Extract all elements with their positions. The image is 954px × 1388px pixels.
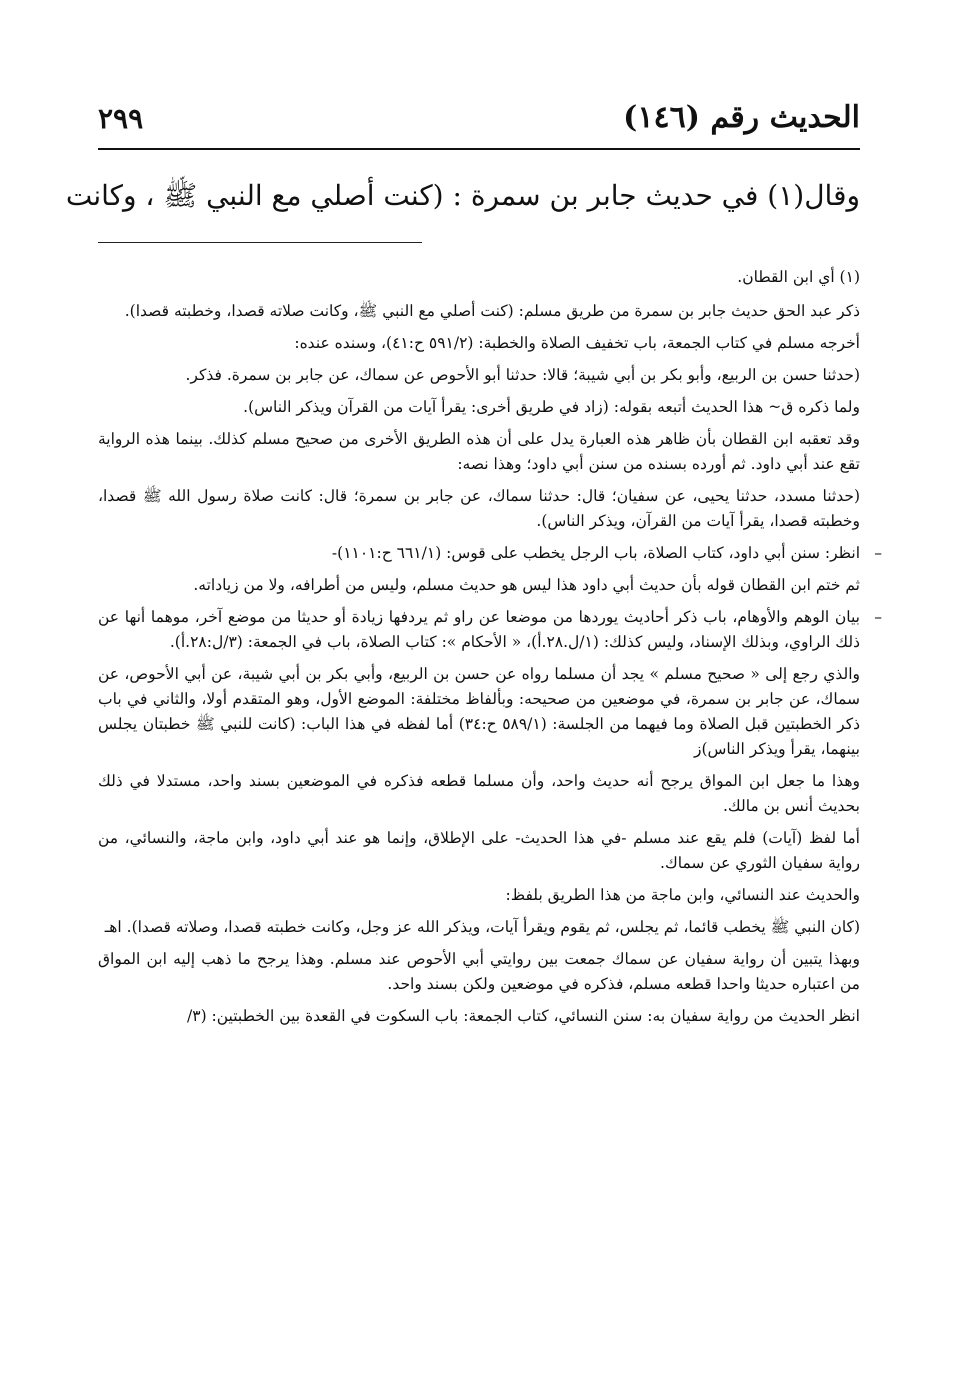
page-header: [98, 96, 860, 144]
footnote-paragraph: ذكر عبد الحق حديث جابر بن سمرة من طريق مسلم: (كنت أصلي مع النبي ﷺ، وكانت صلاته قصدا، وخطبته قصدا).: [124, 302, 860, 320]
footnote-paragraph: انظر الحديث من رواية سفيان به: سنن النسائي، كتاب الجمعة: باب السكوت في القعدة بين الخطبتين: (٣/: [187, 1007, 860, 1025]
page-title: الحديث رقم (١٤٦): [623, 100, 860, 135]
footnote-paragraph: (حدثنا مسدد، حدثنا يحيى، عن سفيان؛ قال: حدثنا سماك، عن جابر بن سمرة؛ قال: كانت صلاة رسول الله ﷺ قصدا، وخطبته قصدا، يقرأ آيات من القرآن، ويذكر الناس).: [98, 487, 860, 530]
footnote-paragraph: ولما ذكره ق~ هذا الحديث أتبعه بقوله: (زاد في طريق أخرى: يقرأ آيات من القرآن ويذكر الناس).: [243, 398, 860, 416]
footnote-paragraph: ثم ختم ابن القطان قوله بأن حديث أبي داود هذا ليس هو حديث مسلم، وليس من أطرافه، ولا من زياداته.: [193, 576, 860, 594]
footnote-paragraph: أخرجه مسلم في كتاب الجمعة، باب تخفيف الصلاة والخطبة: (٥٩١/٢ ح:٤١)، وسنده عنده:: [294, 334, 860, 352]
footnote-paragraph: وقد تعقبه ابن القطان بأن ظاهر هذه العبارة يدل على أن هذه الطريق الأخرى من صحيح مسلم كذلك. بينما هذه الرواية تقع عند أبي داود. ثم أورده بسنده من سنن أبي داود؛ وهذا نصه:: [98, 430, 860, 473]
header-divider: [98, 148, 860, 150]
footnote-paragraph: (حدثنا حسن بن الربيع، وأبو بكر بن أبي شيبة؛ قالا: حدثنا أبو الأحوص عن سماك، عن جابر بن سمرة. فذكر.: [185, 366, 860, 384]
footnote-paragraph: أما لفظ (آيات) فلم يقع عند مسلم -في هذا الحديث- على الإطلاق، وإنما هو عند أبي داود، وابن ماجة، والنسائي، من رواية سفيان الثوري عن سماك.: [98, 829, 860, 872]
page-number: ٢٩٩: [98, 102, 144, 135]
footnote-paragraph: والحديث عند النسائي، وابن ماجة من هذا الطريق بلفظ:: [505, 886, 860, 904]
footnotes: [98, 265, 860, 1029]
footnote-paragraph: وهذا ما جعل ابن المواق يرجح أنه حديث واحد، وأن مسلما قطعه فذكره في الموضعين بسند واحد، مستدلا في ذلك بحديث أنس بن مالك.: [98, 772, 860, 815]
footnote-paragraph: (كان النبي ﷺ يخطب قائما، ثم يجلس، ثم يقوم ويقرأ آيات، ويذكر الله عز وجل، وكانت خطبته قصدا، وصلاته قصدا). اهـ: [104, 918, 860, 936]
footnote-paragraph: وبهذا يتبين أن رواية سفيان عن سماك جمعت بين روايتي أبي الأحوص عند مسلم. وهذا يرجح ما ذهب إليه ابن المواق من اعتباره حديثا واحدا قطعه مسلم، فذكره في موضعين ولكن بسند واحد.: [98, 950, 860, 993]
book-page: [65, 96, 860, 1036]
footnote-paragraph: (١) أي ابن القطان.: [737, 268, 860, 286]
main-text-line: وقال(١) في حديث جابر بن سمرة : (كنت أصلي مع النبي ﷺ ، وكانت: [65, 179, 860, 212]
footnote-paragraph: – بيان الوهم والأوهام، باب ذكر أحاديث يوردها من موضعا عن راو ثم يردفها زيادة أو حديثا من موضع آخر، موهما أنها عن ذلك الراوي، وبذلك الإسناد، وليس كذلك: (١/ل.٢٨.أ)، « الأحكام »: كتاب الصلاة، باب في الجمعة: (٣/ل:٢٨.أ).: [98, 605, 860, 655]
footnote-paragraph: – انظر: سنن أبي داود، كتاب الصلاة، باب الرجل يخطب على قوس: (٦٦١/١ ح:١١٠١)-: [98, 541, 860, 566]
footnote-paragraph: والذي رجع إلى « صحيح مسلم » يجد أن مسلما رواه عن حسن بن الربيع، وأبي بكر بن أبي شيبة، عن أبي الأحوص، عن سماك، عن جابر بن سمرة، في موضعين من صحيحه: وبألفاظ مختلفة: الموضع الأول، وهو المتقدم أولا، والثاني في باب ذكر الخطبتين قبل الصلاة وما فيهما من الجلسة: (٥٨٩/١ ح:٣٤) أما لفظه في هذا الباب: (كانت للنبي ﷺ خطبتان يجلس بينهما، يقرأ ويذكر الناس)ز: [98, 665, 860, 758]
footnote-divider: [98, 242, 422, 243]
